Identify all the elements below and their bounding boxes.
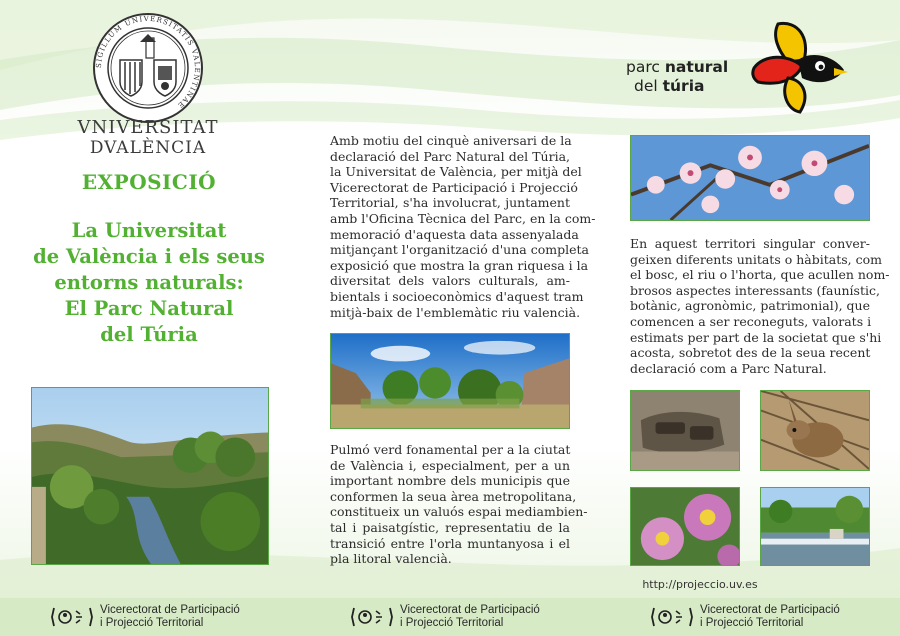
footer-vicerectorat-logo [50, 602, 240, 632]
text-line: conformen la seua àrea metropolitana, [330, 488, 577, 504]
footer-vicerectorat-logo [650, 602, 840, 632]
logo-word: parc [626, 58, 665, 76]
text-line: diversitat dels valors culturals, am- [330, 273, 570, 289]
title-line: entorns naturals: [54, 271, 244, 294]
logo-word-bold: natural [664, 58, 729, 76]
text-line: Territorial, s'ha involucrat, juntament [330, 195, 570, 211]
footer-line: Vicerectorat de Participació [700, 604, 840, 616]
website-url: http://projeccio.uv.es [642, 578, 758, 591]
text-line: important nombre dels municipis que [330, 473, 570, 489]
vicerectorat-logo-icon [650, 604, 694, 630]
intro-paragraph [330, 133, 596, 320]
text-line: mitjà-baix de l'emblemàtic riu valencià. [330, 304, 581, 320]
text-line: de València i, especialment, per a un [330, 457, 570, 473]
river-landscape-photo [31, 387, 269, 565]
footer-line: i Projecció Territorial [700, 617, 804, 629]
text-line: brosos aspectes interessants (faunístic, [630, 282, 880, 298]
text-line: exposició que mostra la gran riquesa i la [330, 257, 589, 273]
forest-photo [330, 333, 570, 429]
rockrose-flower-photo [630, 487, 740, 566]
footer-line: i Projecció Territorial [100, 617, 204, 629]
footer-bar [0, 598, 900, 636]
footer-line: Vicerectorat de Participació [400, 604, 540, 616]
parc-natural-bird-icon [748, 20, 848, 116]
text-line: botànic, agronòmic, patrimonial), que [630, 298, 870, 314]
vicerectorat-logo-icon [350, 604, 394, 630]
text-line: constitueix un valuós espai mediambien- [330, 504, 588, 520]
title-line: del Túria [100, 323, 198, 346]
title-line: de València i els seus [33, 245, 265, 268]
text-line: declaració com a Parc Natural. [630, 360, 827, 376]
text-line: En aquest territori singular conver- [630, 236, 870, 251]
territory-paragraph [630, 236, 890, 376]
text-line: tal i paisatgístic, representatiu de la [330, 519, 570, 535]
text-line: declaració del Parc Natural del Túria, [330, 148, 570, 164]
almond-blossom-photo [630, 135, 870, 221]
text-line: Pulmó verd fonamental per a la ciutat [330, 442, 571, 457]
river-weir-photo [760, 487, 870, 566]
text-line: Vicerectorat de Participació i Projecció [330, 179, 578, 195]
university-name-line2: DVALÈNCIA [89, 138, 207, 158]
svg-text:SIGILLUM UNIVERSITATIS VALENTI: SIGILLUM UNIVERSITATIS VALENTINAE [94, 14, 202, 110]
vicerectorat-logo-icon [50, 604, 94, 630]
text-line: transició entre l'orla muntanyosa i el [330, 535, 570, 551]
footer-vicerectorat-logo [350, 602, 540, 632]
footer-line: i Projecció Territorial [400, 617, 504, 629]
text-line: la Universitat de València, per mitjà del [330, 164, 582, 180]
university-seal-icon [92, 12, 204, 124]
text-line: el bosc, el riu o l'horta, que acullen nom- [630, 267, 890, 283]
text-line: comencen a ser reconeguts, valorats i [630, 313, 872, 329]
footer-line: Vicerectorat de Participació [100, 604, 240, 616]
text-line: bientals i socioeconòmics d'aquest tram [330, 288, 584, 304]
wild-rabbit-photo [760, 390, 870, 471]
university-name [60, 118, 236, 158]
text-line: amb l'Oficina Tècnica del Parc, en la com- [330, 210, 596, 226]
university-name-line1: VNIVERSITAT [77, 117, 219, 138]
text-line: estimats per part de la societat que s'hi [630, 329, 882, 345]
logo-word: del [634, 77, 663, 95]
text-line: geixen diferents unitats o hàbitats, com [630, 251, 882, 267]
exhibition-title [20, 218, 278, 348]
text-line: acosta, sobretot des de la seua recent [630, 345, 871, 361]
text-line: Amb motiu del cinquè aniversari de la [330, 133, 572, 148]
text-line: memoració d'aquesta data assenyalada [330, 226, 579, 242]
logo-word-bold: túria [662, 77, 705, 95]
text-line: pla litoral valencià. [330, 551, 452, 567]
title-line: El Parc Natural [64, 297, 234, 320]
exhibition-label: EXPOSICIÓ [81, 170, 217, 194]
text-line: mitjançant l'organització d'una completa [330, 242, 589, 258]
title-line: La Universitat [71, 219, 227, 242]
parc-natural-logo-text [626, 58, 756, 96]
green-lung-paragraph [330, 442, 588, 567]
rock-carving-photo [630, 390, 740, 471]
